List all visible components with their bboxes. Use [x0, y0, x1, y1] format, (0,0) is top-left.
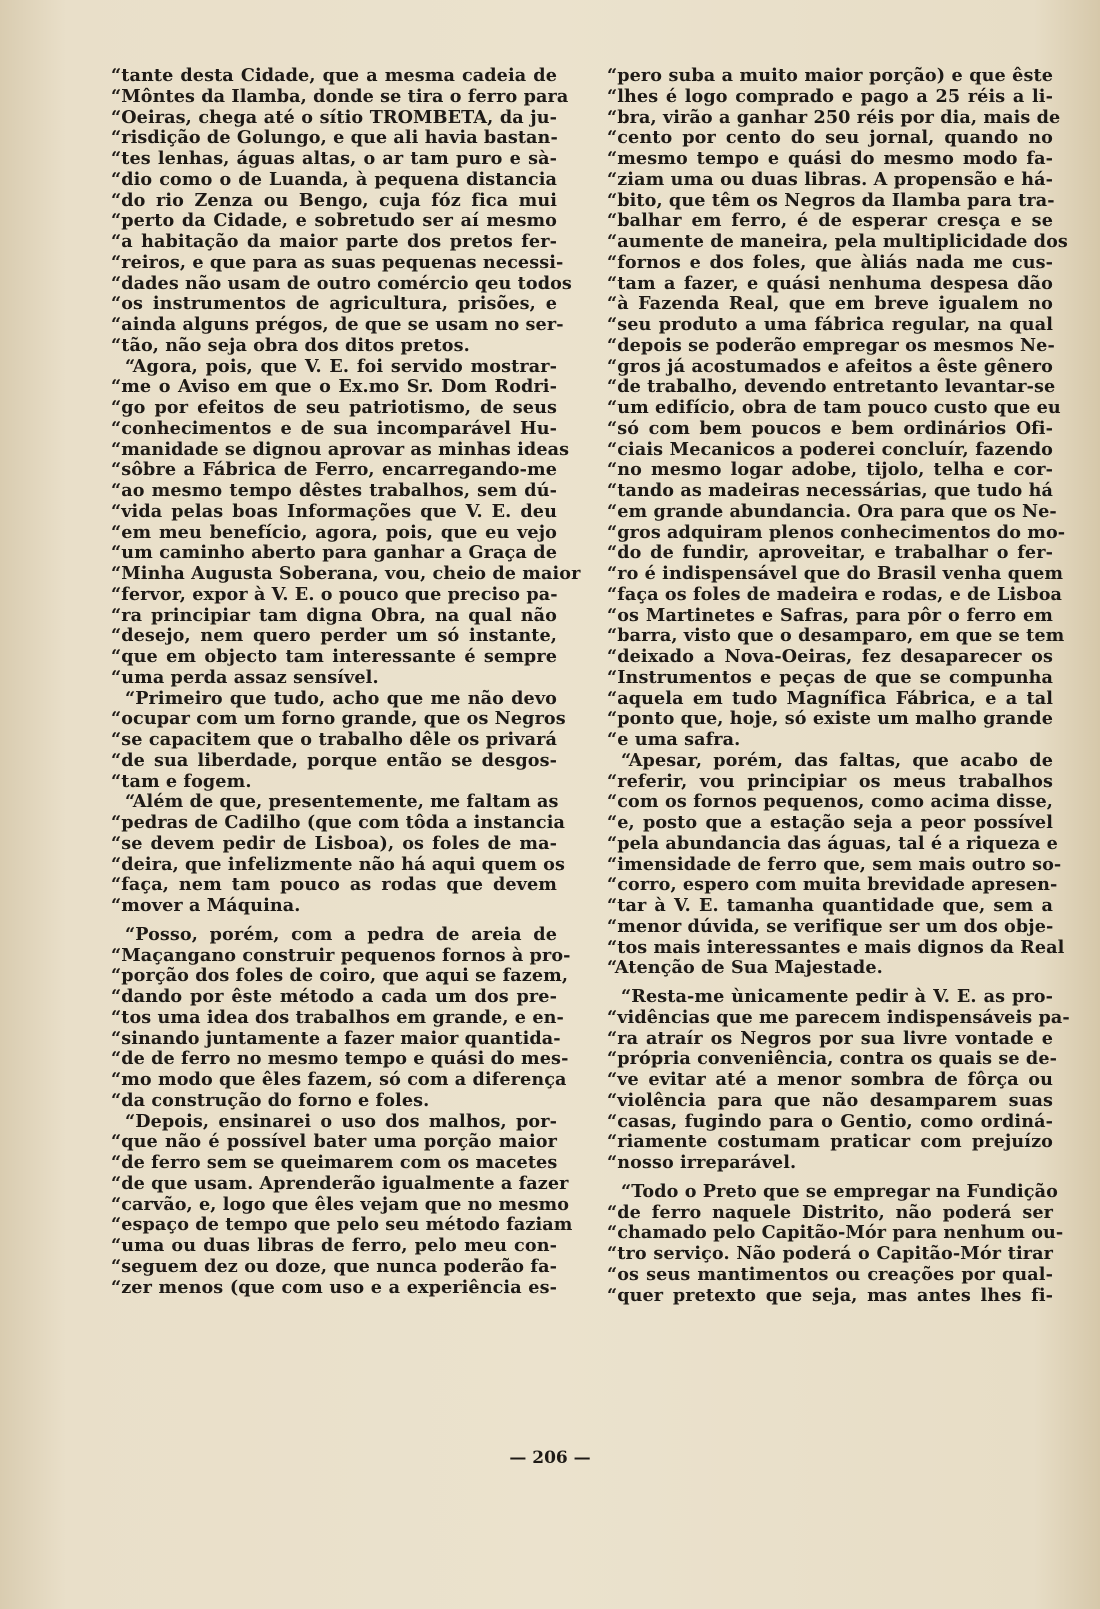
text-line: “risdição de Golungo, e que ali havia bastan- [111, 127, 558, 149]
text-line: “Môntes da Ilamba, donde se tira o ferro para [111, 85, 569, 107]
text-line: “chamado pelo Capitão-Mór para nenhum ou- [607, 1222, 1064, 1244]
text-line: “gros já acostumados e afeitos a êste gênero [607, 355, 1053, 377]
text-line: “vidências que me parecem indispensáveis pa- [607, 1006, 1070, 1028]
text-line: “e, posto que a estação seja a peor possível [607, 812, 1053, 833]
text-line: “seguem dez ou doze, que nunca poderão fa- [111, 1255, 557, 1277]
text-line: “só com bem poucos e bem ordinários Ofi- [607, 417, 1053, 439]
text-line: “se capacitem que o trabalho dêle os privará [111, 729, 557, 750]
text-line: “quer pretexto que seja, mas antes lhes fi- [607, 1284, 1053, 1306]
text-line: “Primeiro que tudo, acho que me não devo [125, 687, 557, 709]
text-line: “ao mesmo tempo dêstes trabalhos, sem dú- [111, 480, 557, 501]
text-line: “aumente de maneira, pela multiplicidade dos [607, 231, 1068, 252]
text-line: “dades não usam de outro comércio qeu todos [111, 272, 572, 294]
page-number: — 206 — [509, 1448, 591, 1468]
text-line: “ve evitar até a menor sombra de fôrça ou [607, 1069, 1053, 1090]
text-column-left [111, 65, 581, 1298]
text-line: “corro, espero com muita brevidade apresen- [607, 874, 1058, 896]
text-line: “mo modo que êles fazem, só com a diferença [111, 1069, 567, 1090]
text-line: “tar à V. E. tamanha quantidade que, sem a [607, 895, 1053, 916]
text-line: “aquela em tudo Magnífica Fábrica, e a tal [607, 687, 1053, 709]
text-line: “Posso, porém, com a pedra de areia de [125, 923, 557, 945]
text-line: “ziam uma ou duas libras. A propensão e há- [607, 168, 1053, 190]
text-line: “tam e fogem. [111, 770, 252, 792]
text-line: “bito, que têm os Negros da Ilamba para tra- [607, 189, 1055, 211]
text-line: “violência para que não desamparem suas [607, 1089, 1053, 1111]
text-line: “própria conveniência, contra os quais se de- [607, 1048, 1058, 1070]
text-line: “gros adquiram plenos conhecimentos do mo- [607, 521, 1066, 543]
text-line: “que não é possível bater uma porção maior [111, 1131, 557, 1153]
text-line: “deira, que infelizmente não há aqui quem os [111, 853, 566, 875]
text-line: “com os fornos pequenos, como acima disse, [607, 791, 1053, 813]
text-line: “uma ou duas libras de ferro, pelo meu con- [111, 1235, 557, 1256]
text-line: “dio como o de Luanda, à pequena distancia [111, 168, 557, 190]
text-line: “os Martinetes e Safras, para pôr o ferro em [607, 604, 1053, 626]
text-line: “porção dos foles de coiro, que aqui se fazem, [111, 965, 569, 987]
text-line: “Resta-me ùnicamente pedir à V. E. as pro- [621, 986, 1053, 1007]
text-line: “de trabalho, devendo entretanto levantar-se [607, 376, 1056, 398]
text-line: “depois se poderão empregar os mesmos Ne- [607, 334, 1055, 356]
text-line: “conhecimentos e de sua incomparável Hu- [111, 417, 557, 439]
text-line: “pela abundancia das águas, tal é a riqueza e [607, 832, 1058, 854]
text-line: “Apesar, porém, das faltas, que acabo de [621, 749, 1053, 771]
text-line: “vida pelas boas Informações que V. E. deu [111, 500, 557, 522]
text-line: “pedras de Cadilho (que com tôda a instancia [111, 812, 565, 833]
text-line: “tos uma idea dos trabalhos em grande, e en- [111, 1006, 564, 1028]
text-line: “seu produto a uma fábrica regular, na qual [607, 314, 1053, 335]
text-line: “dando por êste método a cada um dos pre- [111, 986, 557, 1007]
text-line: “espaço de tempo que pelo seu método faziam [111, 1214, 573, 1236]
text-line: “de ferro naquele Distrito, não poderá ser [607, 1201, 1053, 1223]
text-line: “Maçangano construir pequenos fornos à pro- [111, 944, 571, 966]
text-line: “deixado a Nova-Oeiras, fez desaparecer os [607, 646, 1053, 667]
text-line: “que em objecto tam interessante é sempre [111, 646, 557, 667]
text-line: “em grande abundancia. Ora para que os Ne- [607, 500, 1057, 522]
text-line: “os instrumentos de agricultura, prisões, e [111, 293, 557, 315]
text-line: “faça os foles de madeira e rodas, e de Lisboa [607, 583, 1063, 605]
text-line: “tos mais interessantes e mais dignos da Real [607, 936, 1065, 958]
text-line: “ponto que, hoje, só existe um malho grande [607, 708, 1053, 730]
text-line: “reiros, e que para as suas pequenas necessi- [111, 251, 564, 273]
text-line: “balhar em ferro, é de esperar cresça e se [607, 210, 1053, 232]
text-line: “em meu benefício, agora, pois, que eu vejo [111, 521, 557, 543]
text-line: “casas, fugindo para o Gentio, como ordiná- [607, 1110, 1053, 1132]
text-line: “faça, nem tam pouco as rodas que devem [111, 874, 557, 896]
text-line: “Atenção de Sua Majestade. [607, 957, 883, 979]
text-line: “de de ferro no mesmo tempo e quási do mes- [111, 1048, 569, 1070]
text-line: “fornos e dos foles, que àliás nada me cus- [607, 251, 1053, 273]
text-line: “zer menos (que com uso e a experiência es- [111, 1276, 557, 1298]
text-line: “sinando juntamente a fazer maior quantida- [111, 1027, 561, 1049]
text-line: “perto da Cidade, e sobretudo ser aí mesmo [111, 210, 557, 232]
text-line: “barra, visto que o desamparo, em que se tem [607, 625, 1065, 647]
text-line: “referir, vou principiar os meus trabalhos [607, 770, 1053, 792]
text-line: “de que usam. Aprenderão igualmente a fazer [111, 1172, 569, 1194]
text-line: “Além de que, presentemente, me faltam as [125, 791, 559, 813]
text-line: “sôbre a Fábrica de Ferro, encarregando-me [111, 459, 557, 481]
text-line: “pero suba a muito maior porção) e que êste [607, 65, 1053, 86]
text-line: “fervor, expor à V. E. o pouco que preciso pa- [111, 583, 558, 605]
text-line: “do rio Zenza ou Bengo, cuja fóz fica mui [111, 189, 557, 211]
text-line: “Agora, pois, que V. E. foi servido mostrar- [125, 355, 557, 377]
text-line: “lhes é logo comprado e pago a 25 réis a li- [607, 85, 1053, 107]
text-line: “mover a Máquina. [111, 895, 301, 916]
text-line: “tando as madeiras necessárias, que tudo há [607, 480, 1053, 501]
text-line: “à Fazenda Real, que em breve igualem no [607, 293, 1053, 315]
text-line: “bra, virão a ganhar 250 réis por dia, mais de [607, 106, 1061, 128]
text-line: “desejo, nem quero perder um só instante, [111, 625, 557, 647]
text-line: “a habitação da maior parte dos pretos fer- [111, 231, 557, 252]
text-line: “ocupar com um forno grande, que os Negros [111, 708, 566, 730]
text-line: “mesmo tempo e quási do mesmo modo fa- [607, 148, 1053, 169]
text-line: “se devem pedir de Lisboa), os foles de ma- [111, 832, 557, 854]
text-line: “tes lenhas, águas altas, o ar tam puro e sà- [111, 148, 557, 169]
text-line: “ra principiar tam digna Obra, na qual não [111, 604, 557, 626]
text-line: “uma perda assaz sensível. [111, 666, 379, 688]
text-line: “do de fundir, aproveitar, e trabalhar o fer- [607, 542, 1053, 564]
text-line: “Minha Augusta Soberana, vou, cheio de maior [111, 563, 581, 584]
text-line: “de sua liberdade, porque então se desgos- [111, 749, 557, 771]
text-line: “riamente costumam praticar com prejuízo [607, 1131, 1053, 1153]
text-line: “tam a fazer, e quási nenhuma despesa dão [607, 272, 1053, 294]
text-line: “tro serviço. Não poderá o Capitão-Mór tirar [607, 1243, 1053, 1264]
text-line: “os seus mantimentos ou creações por qual- [607, 1263, 1053, 1285]
text-line: “menor dúvida, se verifique ser um dos obje- [607, 915, 1054, 937]
text-line: “me o Aviso em que o Ex.mo Sr. Dom Rodri- [111, 376, 557, 398]
text-line: “da construção do forno e foles. [111, 1089, 430, 1111]
text-line: “ainda alguns prégos, de que se usam no ser- [111, 314, 564, 335]
text-line: “ciais Mecanicos a poderei concluír, fazendo [607, 438, 1053, 460]
text-line: “Depois, ensinarei o uso dos malhos, por- [125, 1110, 557, 1132]
text-line: “tante desta Cidade, que a mesma cadeia de [111, 65, 557, 86]
text-line: “no mesmo logar adobe, tijolo, telha e cor- [607, 459, 1053, 481]
text-line: “go por efeitos de seu patriotismo, de seus [111, 397, 557, 418]
text-line: “Oeiras, chega até o sítio TROMBETA, da ju- [111, 106, 557, 128]
text-line: “carvão, e, logo que êles vejam que no mesmo [111, 1193, 570, 1215]
text-line: “de ferro sem se queimarem com os macetes [111, 1152, 558, 1173]
text-line: “um caminho aberto para ganhar a Graça de [111, 542, 557, 564]
text-line: “ro é indispensável que do Brasil venha quem [607, 563, 1064, 584]
text-line: “manidade se dignou aprovar as minhas ideas [111, 438, 570, 460]
text-line: “Todo o Preto que se empregar na Fundição [621, 1180, 1058, 1202]
text-line: “tão, não seja obra dos ditos pretos. [111, 334, 470, 356]
text-line: “ra atraír os Negros por sua livre vontade e [607, 1027, 1053, 1049]
text-line: “um edifício, obra de tam pouco custo que eu [607, 397, 1061, 418]
text-line: “Instrumentos e peças de que se compunha [607, 666, 1053, 688]
text-line: “imensidade de ferro que, sem mais outro so- [607, 853, 1062, 875]
text-column-right [607, 65, 1070, 1306]
text-line: “cento por cento do seu jornal, quando no [607, 127, 1053, 149]
text-line: “nosso irreparável. [607, 1152, 797, 1173]
text-line: “e uma safra. [607, 729, 741, 750]
